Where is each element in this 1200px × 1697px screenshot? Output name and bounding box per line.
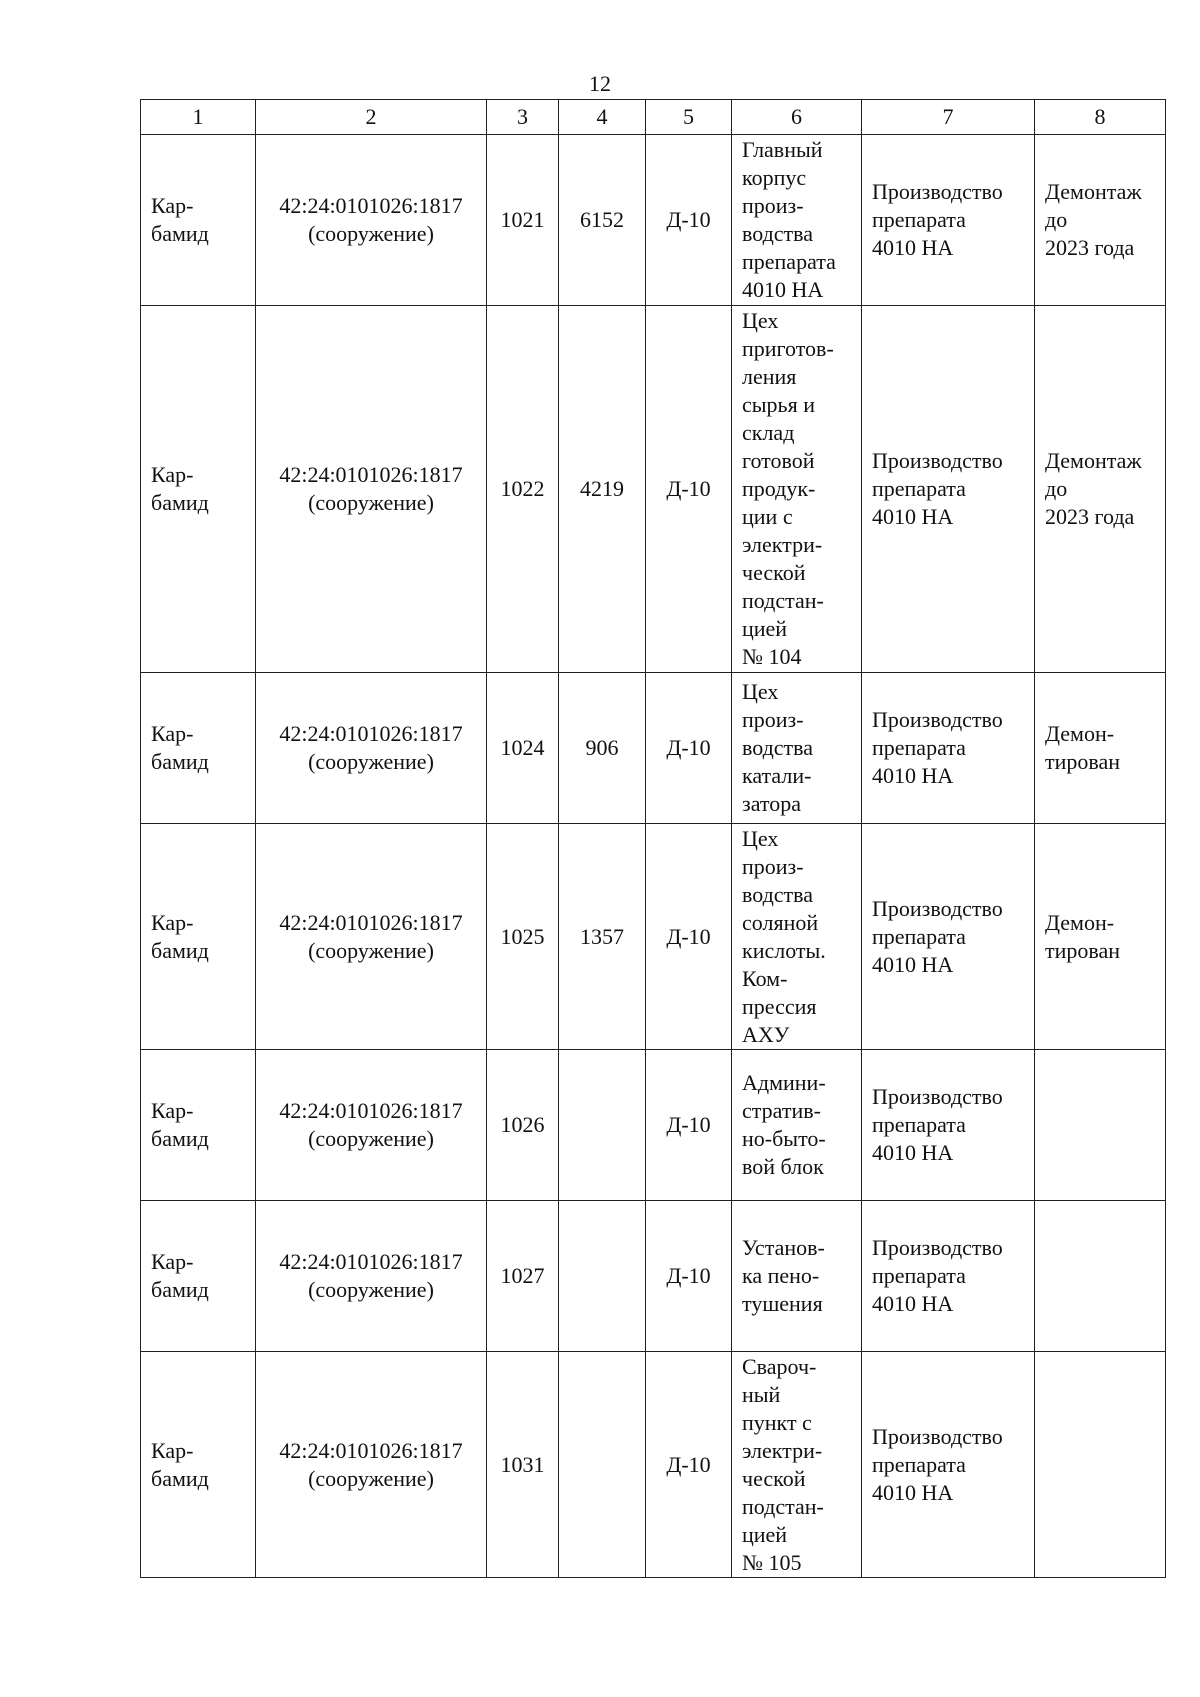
cell-area: 6152: [559, 135, 646, 306]
cell-status: [1035, 1050, 1166, 1201]
column-header: 2: [256, 100, 487, 135]
cell-substance: Кар- бамид: [141, 673, 256, 824]
header-row: [141, 100, 1166, 135]
cell-production: Производство препарата 4010 НА: [862, 1352, 1035, 1578]
cell-status: [1035, 1352, 1166, 1578]
cell-status: Демонтаж до 2023 года: [1035, 306, 1166, 673]
cell-area: 1357: [559, 824, 646, 1050]
cell-building-number: 1024: [487, 673, 559, 824]
cell-building-name: Админи- стратив- но-быто- вой блок: [732, 1050, 862, 1201]
cell-building-name: Цех произ- водства соляной кислоты. Ком- прессия АХУ: [732, 824, 862, 1050]
cell-production: Производство препарата 4010 НА: [862, 1201, 1035, 1352]
table-row: [141, 306, 1166, 673]
cell-cadastral-number: 42:24:0101026:1817 (сооружение): [256, 824, 487, 1050]
column-header: 3: [487, 100, 559, 135]
cell-production: Производство препарата 4010 НА: [862, 1050, 1035, 1201]
column-header: 5: [646, 100, 732, 135]
cell-cadastral-number: 42:24:0101026:1817 (сооружение): [256, 1201, 487, 1352]
cell-building-number: 1025: [487, 824, 559, 1050]
cell-production: Производство препарата 4010 НА: [862, 306, 1035, 673]
table-row: [141, 1201, 1166, 1352]
cell-substance: Кар- бамид: [141, 1201, 256, 1352]
table-row: [141, 1050, 1166, 1201]
cell-status: Демон- тирован: [1035, 824, 1166, 1050]
cell-status: [1035, 1201, 1166, 1352]
cell-building-number: 1031: [487, 1352, 559, 1578]
column-header: 7: [862, 100, 1035, 135]
table-row: [141, 824, 1166, 1050]
cell-building-number: 1026: [487, 1050, 559, 1201]
cell-production: Производство препарата 4010 НА: [862, 824, 1035, 1050]
cell-cadastral-number: 42:24:0101026:1817 (сооружение): [256, 673, 487, 824]
cell-area: [559, 1050, 646, 1201]
cell-production: Производство препарата 4010 НА: [862, 673, 1035, 824]
cell-area: [559, 1201, 646, 1352]
cell-substance: Кар- бамид: [141, 824, 256, 1050]
cell-building-number: 1027: [487, 1201, 559, 1352]
cell-cadastral-number: 42:24:0101026:1817 (сооружение): [256, 135, 487, 306]
cell-building-number: 1022: [487, 306, 559, 673]
cell-production: Производство препарата 4010 НА: [862, 135, 1035, 306]
cell-cadastral-number: 42:24:0101026:1817 (сооружение): [256, 1352, 487, 1578]
cell-substance: Кар- бамид: [141, 135, 256, 306]
cell-building-name: Свароч- ный пункт с электри- ческой подстан- цией № 105: [732, 1352, 862, 1578]
cell-code: Д-10: [646, 1352, 732, 1578]
table-row: [141, 1352, 1166, 1578]
cell-area: [559, 1352, 646, 1578]
cell-building-number: 1021: [487, 135, 559, 306]
cell-cadastral-number: 42:24:0101026:1817 (сооружение): [256, 306, 487, 673]
cell-cadastral-number: 42:24:0101026:1817 (сооружение): [256, 1050, 487, 1201]
cell-code: Д-10: [646, 1050, 732, 1201]
cell-code: Д-10: [646, 673, 732, 824]
cell-building-name: Главный корпус произ- водства препарата 4010 НА: [732, 135, 862, 306]
cell-substance: Кар- бамид: [141, 1050, 256, 1201]
cell-code: Д-10: [646, 1201, 732, 1352]
cell-code: Д-10: [646, 306, 732, 673]
cell-code: Д-10: [646, 824, 732, 1050]
table-row: [141, 135, 1166, 306]
column-header: 4: [559, 100, 646, 135]
page-number: 12: [589, 71, 611, 96]
cell-substance: Кар- бамид: [141, 306, 256, 673]
cell-status: Демонтаж до 2023 года: [1035, 135, 1166, 306]
cell-status: Демон- тирован: [1035, 673, 1166, 824]
column-header: 8: [1035, 100, 1166, 135]
column-header: 1: [141, 100, 256, 135]
cell-substance: Кар- бамид: [141, 1352, 256, 1578]
cell-building-name: Установ- ка пено- тушения: [732, 1201, 862, 1352]
cell-building-name: Цех произ- водства катали- затора: [732, 673, 862, 824]
cell-area: 4219: [559, 306, 646, 673]
column-header: 6: [732, 100, 862, 135]
cell-building-name: Цех приготов- ления сырья и склад готовой продук- ции с электри- ческой подстан- цией № 104: [732, 306, 862, 673]
registry-table: [140, 99, 1166, 1578]
cell-code: Д-10: [646, 135, 732, 306]
cell-area: 906: [559, 673, 646, 824]
table-row: [141, 673, 1166, 824]
